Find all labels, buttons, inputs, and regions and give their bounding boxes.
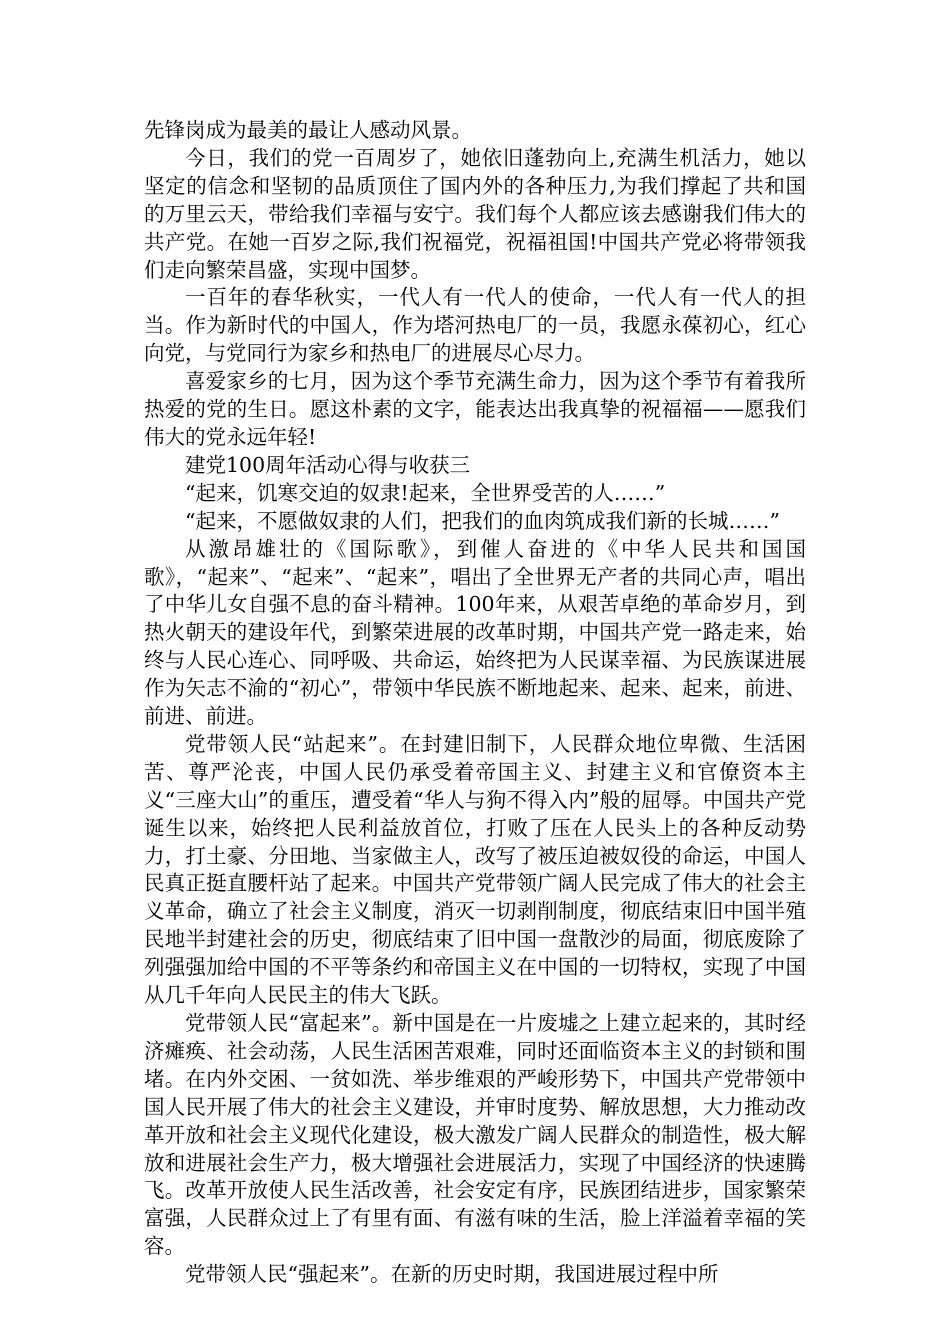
quote-national-anthem: “起来，不愿做奴隶的人们，把我们的血肉筑成我们新的长城……”	[185, 508, 780, 533]
paragraph-get-rich: 党带领人民“富起来”。新中国是在一片废墟之上建立起来的，其时经济瘫痪、社会动荡，人民生活困苦艰难，同时还面临资本主义的封锁和围堵。在内外交困、一贫如洗、举步维艰的严峻形势下，中国共产党带领中国人民开展了伟大的社会主义建设，并审时度势、解放思想，大力推动改革开放和社会主义现代化建设，极大激发广阔人民群众的制造性，极大解放和进展社会生产力，极大增强社会进展活力，实现了中国经济的快速腾飞。改革开放使人民生活改善，社会安定有序，民族团结进步，国家繁荣富强，人民群众过上了有里有面、有滋有味的生活，脸上洋溢着幸福的笑容。	[144, 1011, 806, 1259]
document-page	[144, 117, 806, 1289]
paragraph-1: 先锋岗成为最美的最让人感动风景。	[144, 118, 472, 142]
paragraph-2: 今日，我们的党一百周岁了，她依旧蓬勃向上,充满生机活力，她以坚定的信念和坚韧的品质顶住了国内外的各种压力,为我们撑起了共和国的万里云天，带给我们幸福与安宁。我们每个人都应该去感谢我们伟大的共产党。在她一百岁之际,我们祝福党，祝福祖国!中国共产党必将带领我们走向繁荣昌盛，实现中国梦。	[144, 145, 806, 282]
paragraph-4: 喜爱家乡的七月，因为这个季节充满生命力，因为这个季节有着我所热爱的党的生日。愿这朴素的文字，能表达出我真挚的祝福福——愿我们伟大的党永远年轻!	[144, 369, 806, 449]
paragraph-anthems: 从激昂雄壮的《国际歌》，到催人奋进的《中华人民共和国国歌》，“起来”、“起来”、“起来”，唱出了全世界无产者的共同心声，唱出了中华儿女自强不息的奋斗精神。100年来，从艰苦卓绝的革命岁月，到热火朝天的建设年代，到繁荣进展的改革时期，中国共产党一路走来，始终与人民心连心、同呼吸、共命运，始终把为人民谋幸福、为民族谋进展作为矢志不渝的“初心”，带领中华民族不断地起来、起来、起来，前进、前进、前进。	[144, 536, 806, 729]
paragraph-grow-strong: 党带领人民“强起来”。在新的历史时期，我国进展过程中所	[185, 1262, 719, 1287]
paragraph-3: 一百年的春华秋实，一代人有一代人的使命，一代人有一代人的担当。作为新时代的中国人，作为塔河热电厂的一员，我愿永葆初心，红心向党，与党同行为家乡和热电厂的进展尽心尽力。	[144, 285, 806, 366]
paragraph-stand-up: 党带领人民“站起来”。在封建旧制下，人民群众地位卑微、生活困苦、尊严沦丧，中国人民仍承受着帝国主义、封建主义和官僚资本主义“三座大山”的重压，遭受着“华人与狗不得入内”般的屈辱。中国共产党诞生以来，始终把人民利益放首位，打败了压在人民头上的各种反动势力，打土豪、分田地、当家做主人，改写了被压迫被奴役的命运，中国人民真正挺直腰杆站了起来。中国共产党带领广阔人民完成了伟大的社会主义革命，确立了社会主义制度，消灭一切剥削制度，彻底结束旧中国半殖民地半封建社会的历史，彻底结束了旧中国一盘散沙的局面，彻底废除了列强强加给中国的不平等条约和帝国主义在中国的一切特权，实现了中国从几千年向人民民主的伟大飞跃。	[144, 731, 806, 1008]
section-heading: 建党100周年活动心得与收获三	[185, 452, 471, 477]
quote-internationale: “起来，饥寒交迫的奴隶!起来，全世界受苦的人……”	[185, 480, 666, 505]
